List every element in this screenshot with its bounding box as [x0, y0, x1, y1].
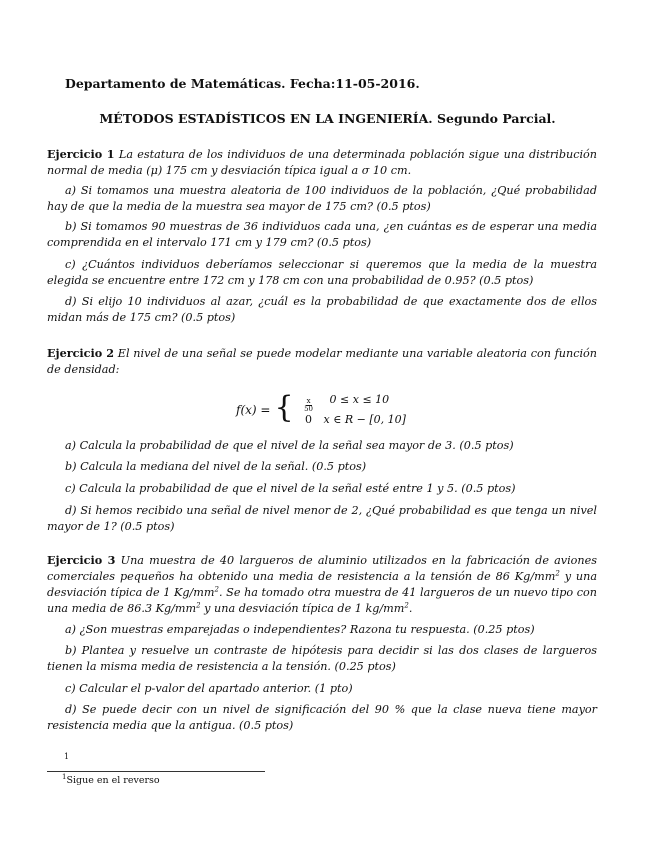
exercise-1-part-d: d) Si elijo 10 individuos al azar, ¿cuál es la probabilidad de que exactamente dos de ellos midan más de 175 cm? (0.5 ptos): [47, 295, 597, 324]
formula-cases: [298, 393, 406, 427]
formula-lhs: f(x) =: [236, 403, 271, 417]
exam-title: MÉTODOS ESTADÍSTICOS EN LA INGENIERÍA. Segundo Parcial.: [99, 111, 556, 126]
formula-fraction: $\frac{x}{50}$: [304, 397, 313, 413]
footnote-text: Sigue en el reverso: [66, 775, 160, 786]
exercise-3-part-d: d) Se puede decir con un nivel de significación del 90 % que la clase nueva tiene mayor resistencia media que la antigua. (0.5 ptos): [47, 703, 597, 732]
exercise-2-part-d: d) Si hemos recibido una señal de nivel menor de 2, ¿Qué probabilidad es que tenga un nivel mayor de 1? (0.5 ptos): [47, 504, 597, 533]
exercise-3-part-b: b) Plantea y resuelve un contraste de hipótesis para decidir si las dos clases de largueros tienen la misma media de resistencia a la tensión. (0.25 ptos): [47, 644, 597, 673]
footnote-mark: 1: [62, 772, 67, 781]
exercise-3-label: Ejercicio 3: [47, 553, 116, 567]
footnote-reference-number: 1: [64, 752, 70, 761]
exercise-1-text: La estatura de los individuos de una determinada población sigue una distribución normal de media (μ) 175 cm y desviación típica igual a σ 10 cm.: [47, 148, 598, 177]
exercise-1-intro: [47, 146, 597, 179]
exercise-1-part-a: a) Si tomamos una muestra aleatoria de 100 individuos de la población, ¿Qué probabilidad hay de que la media de la muestra sea mayor de 175 cm? (0.5 ptos): [47, 184, 597, 213]
exercise-1-part-b: b) Si tomamos 90 muestras de 36 individuos cada una, ¿en cuántas es de esperar una media comprendida en el intervalo 171 cm y 179 cm? (0.5 ptos): [47, 220, 597, 249]
exercise-3-part-c: c) Calcular el p-valor del apartado anterior. (1 pto): [65, 682, 353, 695]
exercise-3-part-a: a) ¿Son muestras emparejadas o independientes? Razona tu respuesta. (0.25 ptos): [65, 623, 535, 636]
formula-condition-2: x ∈ R − [0, 10]: [323, 413, 406, 426]
exercise-2-intro: [47, 345, 597, 378]
exercise-2-part-a: a) Calcula la probabilidad de que el nivel de la señal sea mayor de 3. (0.5 ptos): [65, 439, 514, 452]
department-header: Departamento de Matemáticas. Fecha:11-05-2016.: [65, 76, 420, 91]
formula-value-2: 0: [305, 413, 313, 426]
formula-case-1: [298, 393, 406, 413]
exercise-1-part-c: c) ¿Cuántos individuos deberíamos seleccionar si queremos que la media de la muestra elegida se encuentre entre 172 cm y 178 cm con una probabilidad de 0.95? (0.5 ptos): [47, 258, 597, 287]
exercise-2-text: El nivel de una señal se puede modelar mediante una variable aleatoria con función de densidad:: [47, 347, 597, 376]
footnote-rule: [47, 771, 265, 772]
exercise-2-part-b: b) Calcula la mediana del nivel de la señal. (0.5 ptos): [65, 460, 367, 473]
formula-brace: {: [274, 390, 294, 425]
footnote: [62, 772, 160, 786]
formula-condition-1: 0 ≤ x ≤ 10: [329, 393, 390, 406]
formula-case-2: [298, 413, 406, 427]
exercise-3-intro: Ejercicio 3 Una muestra de 40 largueros de aluminio utilizados en la fabricación de aviones comerciales pequeños ha obtenido una media de resistencia a la tensión de 86 $Kg/mm^2$ y una desviación típica de 1 $Kg/mm^2$. Se ha tomado otra muestra de 41 largueros de un nuevo tipo con una media de 86.3 $Kg/mm^2$ y una desviación típica de 1 $kg/mm^2$.: [47, 553, 598, 615]
exercise-2-label: Ejercicio 2: [47, 346, 115, 360]
density-function-formula: [236, 390, 406, 426]
exercise-2-part-c: c) Calcula la probabilidad de que el nivel de la señal esté entre 1 y 5. (0.5 ptos): [65, 482, 516, 495]
exercise-1-label: Ejercicio 1: [47, 147, 115, 161]
